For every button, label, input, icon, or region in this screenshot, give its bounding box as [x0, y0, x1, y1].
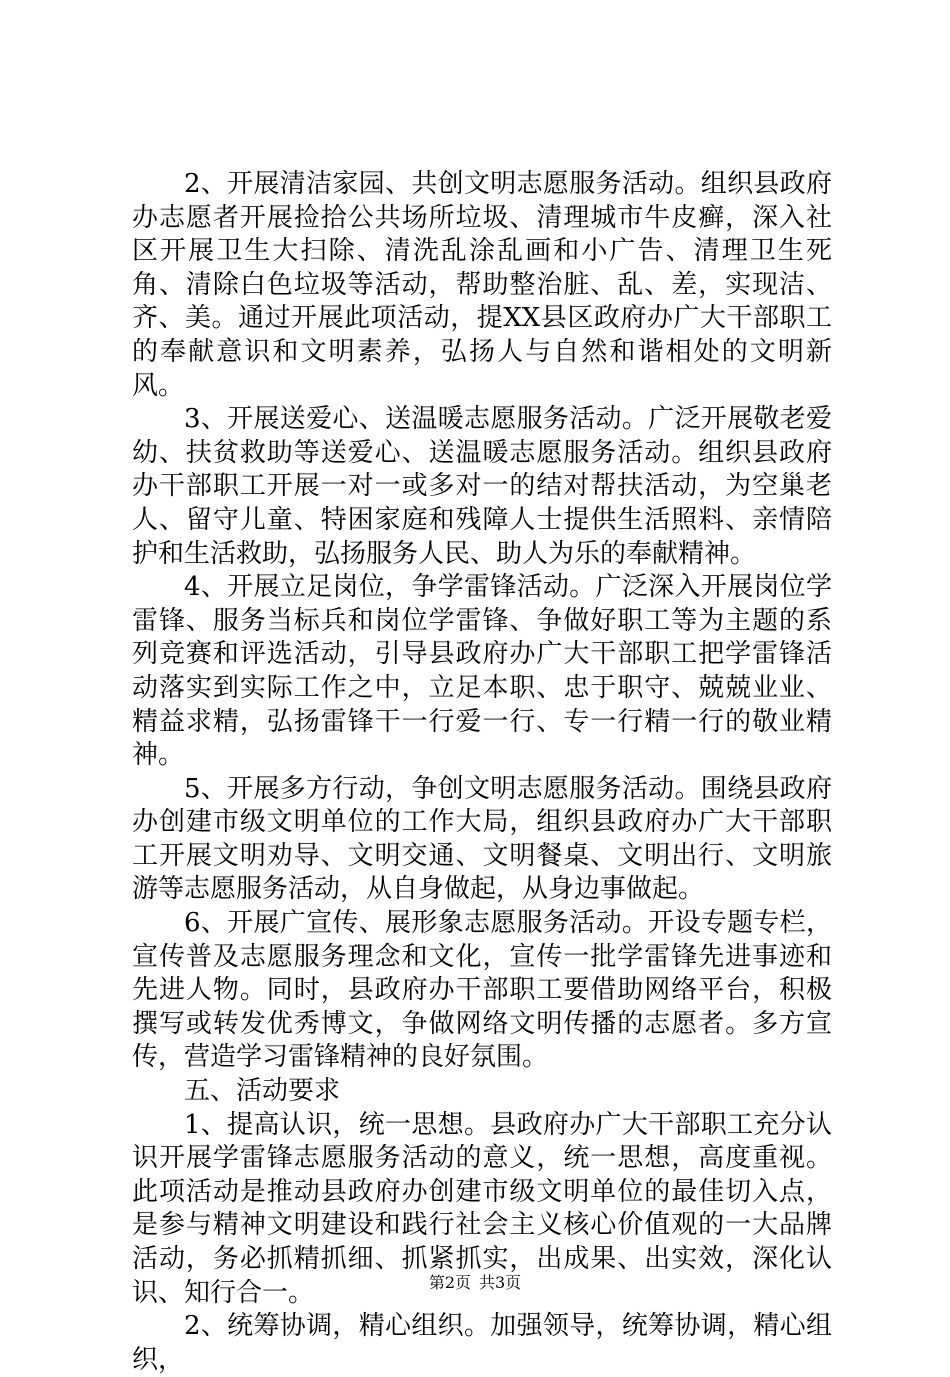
paragraph-5-multi-action: 5、开展多方行动，争创文明志愿服务活动。围绕县政府办创建市级文明单位的工作大局，组织县政府办广大干部职工开展文明劝导、文明交通、文明餐桌、文明出行、文明旅游等志愿服务活动，从自身做起，从身边事做起。	[132, 773, 832, 905]
paragraph-6-publicity: 6、开展广宣传、展形象志愿服务活动。开设专题专栏，宣传普及志愿服务理念和文化，宣传一批学雷锋先进事迹和先进人物。同时，县政府办干部职工要借助网络平台，积极撰写或转发优秀博文，争做网络文明传播的志愿者。多方宣传，营造学习雷锋精神的良好氛围。	[132, 908, 832, 1073]
section-heading-requirements: 五、活动要求	[184, 1076, 341, 1107]
paragraph-requirement-1: 1、提高认识，统一思想。县政府办广大干部职工充分认识开展学雷锋志愿服务活动的意义，统一思想，高度重视。此项活动是推动县政府办创建市级文明单位的最佳切入点，是参与精神文明建设和践行社会主义核心价值观的一大品牌活动，务必抓精抓细、抓紧抓实，出成果、出实效，深化认识、知行合一。	[132, 1109, 832, 1308]
paragraph-3-send-love: 3、开展送爱心、送温暖志愿服务活动。广泛开展敬老爱幼、扶贫救助等送爱心、送温暖志愿服务活动。组织县政府办干部职工开展一对一或多对一的结对帮扶活动，为空巢老人、留守儿童、特困家庭和残障人士提供生活照料、亲情陪护和生活救助，弘扬服务人民、助人为乐的奉献精神。	[132, 404, 832, 569]
paragraph-2-clean-homes: 2、开展清洁家园、共创文明志愿服务活动。组织县政府办志愿者开展捡拾公共场所垃圾、清理城市牛皮癣，深入社区开展卫生大扫除、清洗乱涂乱画和小广告、清理卫生死角、清除白色垃圾等活动，帮助整治脏、乱、差，实现洁、齐、美。通过开展此项活动，提XX县区政府办广大干部职工的奉献意识和文明素养，弘扬人与自然和谐相处的文明新风。	[132, 169, 832, 401]
paragraph-4-post-learning: 4、开展立足岗位，争学雷锋活动。广泛深入开展岗位学雷锋、服务当标兵和岗位学雷锋、争做好职工等为主题的系列竞赛和评选活动，引导县政府办广大干部职工把学雷锋活动落实到实际工作之中，立足本职、忠于职守、兢兢业业、精益求精，弘扬雷锋干一行爱一行、专一行精一行的敬业精神。	[132, 572, 832, 771]
page-number: 第2页	[428, 1273, 471, 1292]
page-total: 共3页	[479, 1273, 522, 1292]
page-footer	[0, 1273, 950, 1293]
paragraph-requirement-2: 2、统筹协调，精心组织。加强领导，统筹协调，精心组织，	[132, 1311, 832, 1375]
document-body	[132, 168, 832, 1377]
